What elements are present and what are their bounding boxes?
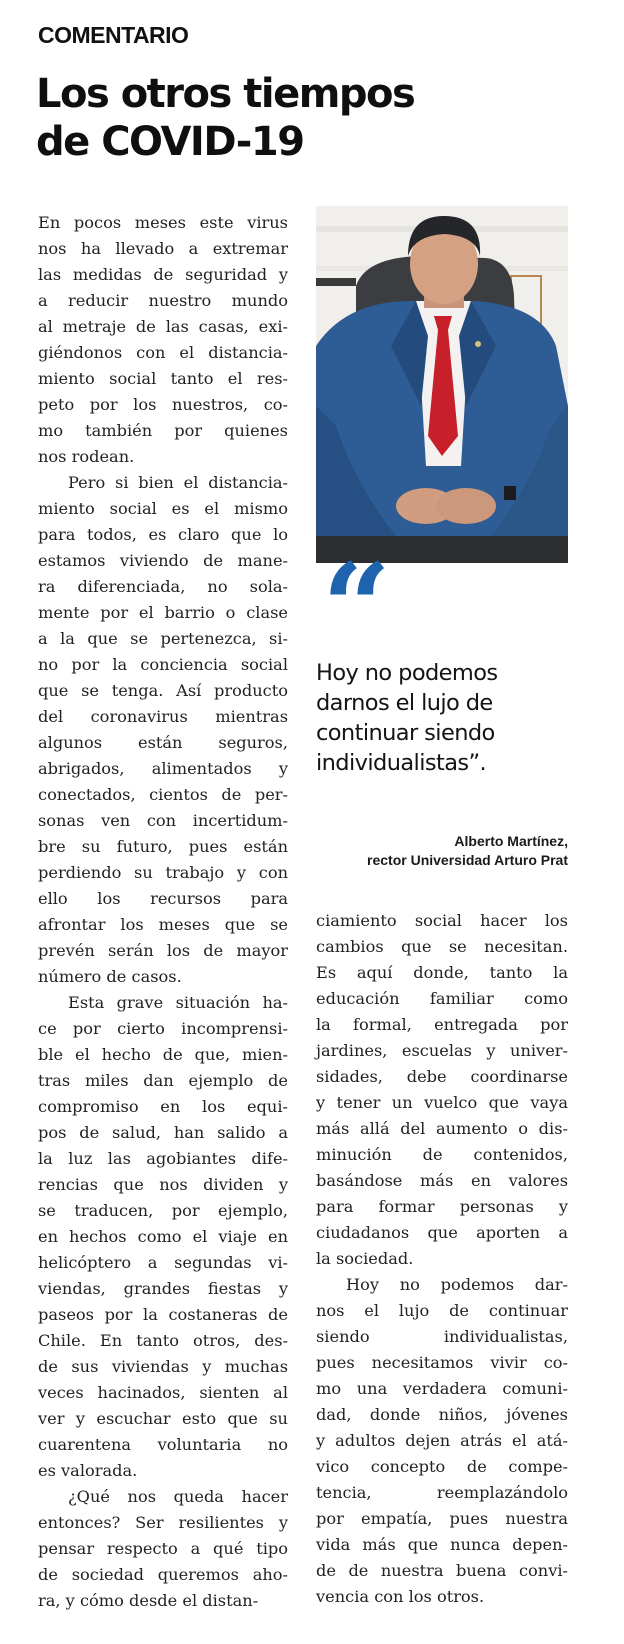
text-line: sonas ven con incertidum- bbox=[38, 811, 288, 830]
text-line: abrigados, alimentados y bbox=[38, 759, 288, 778]
text-line: minución de contenidos, bbox=[316, 1145, 568, 1164]
paragraph bbox=[38, 1484, 288, 1614]
text-line: En pocos meses este virus bbox=[38, 213, 288, 232]
body-column-left bbox=[38, 210, 288, 1614]
text-line: bre su futuro, pues están bbox=[38, 837, 288, 856]
text-line: que se tenga. Así producto bbox=[38, 681, 288, 700]
text-line: se traducen, por ejemplo, bbox=[38, 1201, 288, 1220]
text-line: de sociedad queremos aho- bbox=[38, 1565, 288, 1584]
text-line: nos rodean. bbox=[38, 447, 135, 466]
pullquote-line: individualistas”. bbox=[316, 750, 487, 776]
text-line: helicóptero a segundas vi- bbox=[38, 1253, 288, 1272]
text-line: ciamiento social hacer los bbox=[316, 911, 568, 930]
text-line: vida más que nunca depen- bbox=[316, 1535, 568, 1554]
text-line: ello los recursos para bbox=[38, 889, 288, 908]
pullquote-line: darnos el lujo de bbox=[316, 690, 493, 716]
text-line: y tener un vuelco que vaya bbox=[316, 1093, 568, 1112]
attribution-role: rector Universidad Arturo Prat bbox=[367, 852, 568, 868]
section-label: COMENTARIO bbox=[38, 22, 189, 48]
text-line: a la que se pertenezca, si- bbox=[38, 629, 288, 648]
text-line: mo también por quienes bbox=[38, 421, 288, 440]
text-line: y adultos dejen atrás el atá- bbox=[316, 1431, 568, 1450]
text-line: ¿Qué nos queda hacer bbox=[68, 1487, 288, 1506]
author-photo bbox=[316, 206, 568, 563]
text-line: la luz las agobiantes dife- bbox=[38, 1149, 288, 1168]
text-line: ce por cierto incomprensi- bbox=[38, 1019, 288, 1038]
quote-mark-icon: “ bbox=[322, 537, 384, 678]
portrait-image bbox=[316, 206, 568, 563]
text-line: Pero si bien el distancia- bbox=[68, 473, 288, 492]
text-line: entonces? Ser resilientes y bbox=[38, 1513, 288, 1532]
text-line: las medidas de seguridad y bbox=[38, 265, 288, 284]
text-line: de sus viviendas y muchas bbox=[38, 1357, 288, 1376]
text-line: Es aquí donde, tanto la bbox=[316, 963, 568, 982]
text-line: pues necesitamos vivir co- bbox=[316, 1353, 568, 1372]
text-line: sidades, debe coordinarse bbox=[316, 1067, 568, 1086]
text-line: la sociedad. bbox=[316, 1249, 414, 1268]
text-line: nos el lujo de continuar bbox=[316, 1301, 568, 1320]
pullquote bbox=[316, 658, 576, 778]
text-line: pensar respecto a qué tipo bbox=[38, 1539, 288, 1558]
text-line: cuarentena voluntaria no bbox=[38, 1435, 288, 1454]
text-line: afrontar los meses que se bbox=[38, 915, 288, 934]
pullquote-line: continuar siendo bbox=[316, 720, 495, 746]
paragraph bbox=[38, 990, 288, 1484]
text-line: prevén serán los de mayor bbox=[38, 941, 288, 960]
text-line: algunos están seguros, bbox=[38, 733, 288, 752]
text-line: veces hacinados, sienten al bbox=[38, 1383, 288, 1402]
text-line: miento social tanto el res- bbox=[38, 369, 288, 388]
paragraph bbox=[38, 210, 288, 470]
text-line: compromiso en los equi- bbox=[38, 1097, 288, 1116]
text-line: miento social es el mismo bbox=[38, 499, 288, 518]
text-line: educación familiar como bbox=[316, 989, 568, 1008]
headline-line-1: Los otros tiempos bbox=[36, 71, 415, 117]
text-line: siendo individualistas, bbox=[316, 1327, 568, 1346]
text-line: del coronavirus mientras bbox=[38, 707, 288, 726]
text-line: más allá del aumento o dis- bbox=[316, 1119, 568, 1138]
headline-line-2: de COVID-19 bbox=[36, 119, 304, 165]
text-line: número de casos. bbox=[38, 967, 182, 986]
text-line: por empatía, pues nuestra bbox=[316, 1509, 568, 1528]
text-line: no por la conciencia social bbox=[38, 655, 288, 674]
text-line: viendas, grandes fiestas y bbox=[38, 1279, 288, 1298]
text-line: para formar personas y bbox=[316, 1197, 568, 1216]
text-line: giéndonos con el distancia- bbox=[38, 343, 288, 362]
attribution-name: Alberto Martínez, bbox=[454, 833, 568, 849]
text-line: rencias que nos dividen y bbox=[38, 1175, 288, 1194]
text-line: tras miles dan ejemplo de bbox=[38, 1071, 288, 1090]
paragraph bbox=[316, 1272, 568, 1610]
text-line: es valorada. bbox=[38, 1461, 138, 1480]
text-line: dad, donde niños, jóvenes bbox=[316, 1405, 568, 1424]
text-line: Hoy no podemos dar- bbox=[346, 1275, 568, 1294]
text-line: tencia, reemplazándolo bbox=[316, 1483, 568, 1502]
text-line: nos ha llevado a extremar bbox=[38, 239, 288, 258]
text-line: mo una verdadera comuni- bbox=[316, 1379, 568, 1398]
text-line: ble el hecho de que, mien- bbox=[38, 1045, 288, 1064]
text-line: jardines, escuelas y univer- bbox=[316, 1041, 568, 1060]
text-line: Chile. En tanto otros, des- bbox=[38, 1331, 288, 1350]
headline bbox=[36, 70, 536, 166]
text-line: mente por el barrio o clase bbox=[38, 603, 288, 622]
text-line: al metraje de las casas, exi- bbox=[38, 317, 288, 336]
quote-attribution bbox=[367, 832, 568, 870]
pullquote-line: Hoy no podemos bbox=[316, 660, 498, 686]
text-line: vico concepto de compe- bbox=[316, 1457, 568, 1476]
text-line: peto por los nuestros, co- bbox=[38, 395, 288, 414]
paragraph bbox=[316, 908, 568, 1272]
text-line: paseos por la costaneras de bbox=[38, 1305, 288, 1324]
text-line: en hechos como el viaje en bbox=[38, 1227, 288, 1246]
text-line: estamos viviendo de mane- bbox=[38, 551, 288, 570]
text-line: vencia con los otros. bbox=[316, 1587, 485, 1606]
paragraph bbox=[38, 470, 288, 990]
text-line: ra, y cómo desde el distan- bbox=[38, 1591, 259, 1610]
text-line: basándose más en valores bbox=[316, 1171, 568, 1190]
text-line: ra diferenciada, no sola- bbox=[38, 577, 288, 596]
text-line: cambios que se necesitan. bbox=[316, 937, 568, 956]
text-line: para todos, es claro que lo bbox=[38, 525, 288, 544]
text-line: ciudadanos que aporten a bbox=[316, 1223, 568, 1242]
text-line: conectados, cientos de per- bbox=[38, 785, 288, 804]
text-line: ver y escuchar esto que su bbox=[38, 1409, 288, 1428]
text-line: Esta grave situación ha- bbox=[68, 993, 288, 1012]
text-line: de de nuestra buena convi- bbox=[316, 1561, 568, 1580]
text-line: a reducir nuestro mundo bbox=[38, 291, 288, 310]
text-line: perdiendo su trabajo y con bbox=[38, 863, 288, 882]
text-line: pos de salud, han salido a bbox=[38, 1123, 288, 1142]
body-column-right bbox=[316, 908, 568, 1610]
text-line: la formal, entregada por bbox=[316, 1015, 568, 1034]
